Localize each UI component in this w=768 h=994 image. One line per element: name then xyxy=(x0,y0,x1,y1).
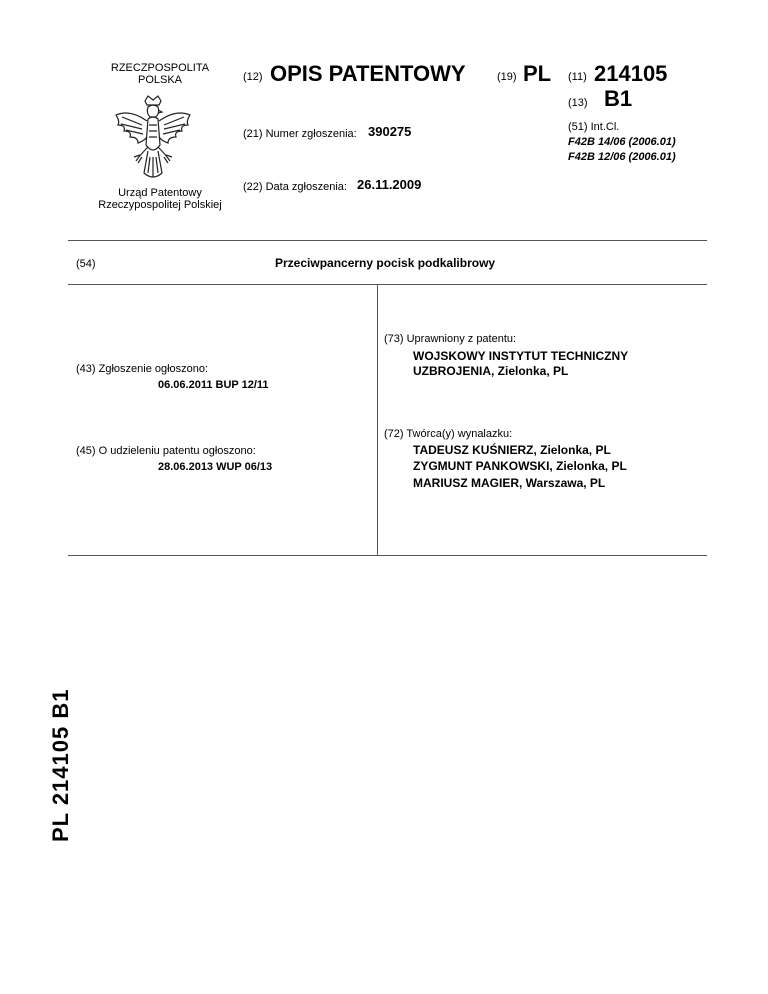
publication-43: 06.06.2011 BUP 12/11 xyxy=(158,379,269,391)
patent-number: 214105 xyxy=(594,61,668,86)
document-type: OPIS PATENTOWY xyxy=(270,61,466,86)
country-line-1: RZECZPOSPOLITA xyxy=(110,62,210,74)
patent-office-name xyxy=(70,187,250,211)
ipc-class-1: F42B 14/06 (2006.01) xyxy=(568,136,676,148)
inventor-2: ZYGMUNT PANKOWSKI, Zielonka, PL xyxy=(413,459,627,473)
code-22: (22) Data zgłoszenia: xyxy=(243,181,347,193)
country-code: PL xyxy=(523,61,552,86)
invention-title: Przeciwpancerny pocisk podkalibrowy xyxy=(275,256,496,270)
code-73: (73) Uprawniony z patentu: xyxy=(384,333,517,345)
filing-date: 26.11.2009 xyxy=(357,177,422,192)
code-13: (13) xyxy=(568,97,588,109)
application-number: 390275 xyxy=(368,124,412,139)
kind-code: B1 xyxy=(604,86,633,111)
owner-line-2: UZBROJENIA, Zielonka, PL xyxy=(413,364,569,378)
country-line-2: POLSKA xyxy=(137,74,183,86)
code-12: (12) xyxy=(243,71,263,83)
ipc-class-2: F42B 12/06 (2006.01) xyxy=(568,151,676,163)
country-name xyxy=(90,62,230,86)
rule-middle xyxy=(68,284,707,285)
code-54: (54) xyxy=(76,258,96,270)
eagle-emblem-icon xyxy=(112,95,194,185)
code-72: (72) Twórca(y) wynalazku: xyxy=(384,428,513,440)
code-51: (51) Int.Cl. xyxy=(568,121,620,133)
rule-top xyxy=(68,240,707,241)
office-line-1: Urząd Patentowy xyxy=(118,187,202,199)
column-divider xyxy=(377,285,378,555)
publication-45: 28.06.2013 WUP 06/13 xyxy=(158,461,273,473)
code-21: (21) Numer zgłoszenia: xyxy=(243,128,357,140)
code-11: (11) xyxy=(568,71,587,83)
spine-text: PL 214105 B1 xyxy=(48,688,73,842)
inventor-1: TADEUSZ KUŚNIERZ, Zielonka, PL xyxy=(413,443,611,457)
owner-line-1: WOJSKOWY INSTYTUT TECHNICZNY xyxy=(413,349,629,363)
code-43: (43) Zgłoszenie ogłoszono: xyxy=(76,363,209,375)
code-19: (19) xyxy=(497,71,517,83)
rule-bottom xyxy=(68,555,707,556)
inventor-3: MARIUSZ MAGIER, Warszawa, PL xyxy=(413,476,606,490)
code-45: (45) O udzieleniu patentu ogłoszono: xyxy=(76,445,256,457)
office-line-2: Rzeczypospolitej Polskiej xyxy=(98,199,222,211)
